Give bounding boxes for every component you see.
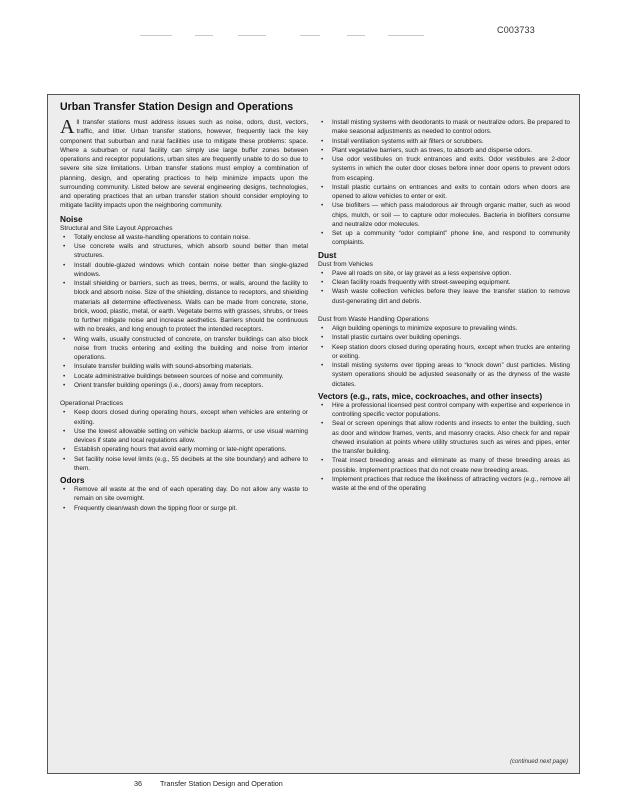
- list-item: • Insulate transfer building walls with sound-absorbing materials.: [63, 363, 253, 371]
- list-item: • Hire a professional licensed pest control company with expertise and experience in controlling specific vector populations.: [321, 401, 570, 418]
- list-item: • Clean facility roads frequently with street-sweeping equipment.: [321, 279, 511, 286]
- list-item: • Frequently clean/wash down the tipping floor or surge pit.: [63, 504, 238, 512]
- structural-heading: Structural and Site Layout Approaches: [60, 224, 173, 232]
- continued-note: (continued next page): [509, 759, 568, 765]
- running-title: Transfer Station Design and Operation: [160, 779, 283, 788]
- list-item: • Keep station doors closed during operating hours, except when trucks are entering or exiting.: [321, 343, 570, 360]
- vectors-heading: Vectors (e.g., rats, mice, cockroaches, and other insects): [318, 390, 543, 401]
- dust-vehicles-list: [318, 269, 570, 306]
- list-item: • Use odor vestibules on truck entrances and exits. Odor vestibules are 2-door systems in which the outer door closes before inner door opens to prevent odors from escaping.: [321, 156, 570, 182]
- section-title: Urban Transfer Station Design and Operations: [60, 101, 294, 113]
- header-smudges: [140, 35, 440, 41]
- list-item: • Install plastic curtains over building openings.: [321, 334, 462, 342]
- list-item: • Use the lowest allowable setting on vehicle backup alarms, or use visual warning devices if state and local regulations allow.: [63, 427, 308, 444]
- document-id: C003733: [497, 25, 535, 35]
- list-item: • Orient transfer building openings (i.e., doors) away from receptors.: [63, 381, 264, 389]
- intro-paragraph: [60, 118, 308, 211]
- dust-waste-heading: Dust from Waste Handling Operations: [318, 315, 429, 323]
- list-item: • Align building openings to minimize exposure to prevailing winds.: [321, 325, 518, 332]
- odors-list-right: [318, 118, 570, 248]
- list-item: • Plant vegetative barriers, such as trees, to absorb and disperse odors.: [321, 146, 533, 154]
- list-item: • Set up a community “odor complaint” phone line, and respond to community complaints.: [321, 230, 570, 247]
- dust-vehicles-heading: Dust from Vehicles: [318, 260, 373, 268]
- page-footer: [134, 779, 283, 788]
- odors-list-left: [60, 485, 308, 513]
- vectors-list: [318, 401, 570, 494]
- structural-list: [60, 233, 308, 390]
- list-item: • Use biofilters — which pass malodorous air through organic matter, such as wood chips, mulch, or soil — to capture odor molecules. Bacteria in biofilters consume and neutralize odor molecules.: [321, 202, 570, 228]
- list-item: • Use concrete walls and structures, which absorb sound better than metal structures.: [63, 243, 308, 260]
- list-item: • Install shielding or barriers, such as trees, berms, or walls, around the facility to block and absorb noise. Size of the shielding, distance to receptors, and shielding materials all determine effectiveness. Walls can be made from concrete, stone, brick, wood, plastic, metal, or earth. Vegetate berms with grasses, shrubs, or trees to further mitigate noise and increase aesthetics. Barriers should be continuous with no breaks, and long enough to protect the intended receptors.: [63, 280, 308, 334]
- list-item: • Remove all waste at the end of each operating day. Do not allow any waste to remain on site overnight.: [63, 486, 308, 503]
- right-column: [318, 118, 570, 493]
- list-item: • Install plastic curtains on entrances and exits to contain odors when doors are opened to allow vehicles to enter or exit.: [321, 183, 570, 200]
- operational-heading: Operational Practices: [60, 400, 124, 407]
- odors-heading: Odors: [60, 475, 85, 485]
- drop-cap: A: [60, 116, 75, 138]
- intro-text: ll transfer stations must address issues such as noise, odors, dust, vectors, traffic, and litter. Urban transfer stations, however, frequently lack the key component that suburban and rural facilities use to mitigate these problems: space. Where a suburban or rural facility can simply use large buffer zones between operations and receptor populations, urban sites are frequently unable to do so due to severe site size limitations. Urban transfer stations must employ a combination of planning, design, and operating practices to help minimize impacts upon the surrounding community. Listed below are several engineering designs, technologies, and operating practices that an urban transfer station should consider employing to mitigate facility impacts upon the neighboring community.: [60, 119, 308, 210]
- page-number: 36: [134, 779, 142, 788]
- noise-heading: Noise: [60, 213, 83, 224]
- list-item: • Keep doors closed during operating hours, except when vehicles are entering or exiting.: [63, 409, 308, 426]
- list-item: • Install misting systems with deodorants to mask or neutralize odors. Be prepared to make seasonal adjustments as needed to control odors.: [321, 119, 570, 136]
- operational-list: [60, 408, 308, 473]
- list-item: • Wash waste collection vehicles before they leave the transfer station to remove dust-generating dirt and debris.: [321, 288, 570, 305]
- dust-heading: Dust: [318, 249, 337, 260]
- list-item: • Set facility noise level limits (e.g., 55 decibels at the site boundary) and adhere to them.: [63, 455, 308, 472]
- list-item: • Wing walls, usually constructed of concrete, on transfer buildings can also block noise from trucks entering and exiting the building and noise from interior operations.: [63, 335, 308, 361]
- left-column: [60, 118, 308, 513]
- list-item: • Treat insect breeding areas and eliminate as many of these breeding areas as possible. Implement practices that do not create new breeding areas.: [321, 457, 570, 474]
- list-item: • Implement practices that reduce the likeliness of attracting vectors (e.g., remove all waste at the end of the operating: [321, 475, 570, 492]
- dust-waste-list: [318, 324, 570, 389]
- list-item: • Pave all roads on site, or lay gravel as a less expensive option.: [321, 269, 512, 277]
- list-item: • Locate administrative buildings between sources of noise and community.: [63, 372, 284, 380]
- list-item: • Totally enclose all waste-handling operations to contain noise.: [63, 233, 251, 241]
- list-item: • Install misting systems over tipping areas to “knock down” dust particles. Misting system operations should be adjusted seasonally or as the dryness of the waste dictates.: [321, 362, 570, 388]
- list-item: • Install ventilation systems with air filters or scrubbers.: [321, 137, 484, 145]
- list-item: • Establish operating hours that avoid early morning or late-night operations.: [63, 446, 287, 454]
- list-item: • Seal or screen openings that allow rodents and insects to enter the building, such as door and window frames, vents, and masonry cracks. Also check for and repair chewed insulation at points where utility structures such as wires and pipes, enter the transfer building.: [321, 420, 570, 455]
- list-item: • Install double-glazed windows which contain noise better than single-glazed windows.: [63, 261, 308, 278]
